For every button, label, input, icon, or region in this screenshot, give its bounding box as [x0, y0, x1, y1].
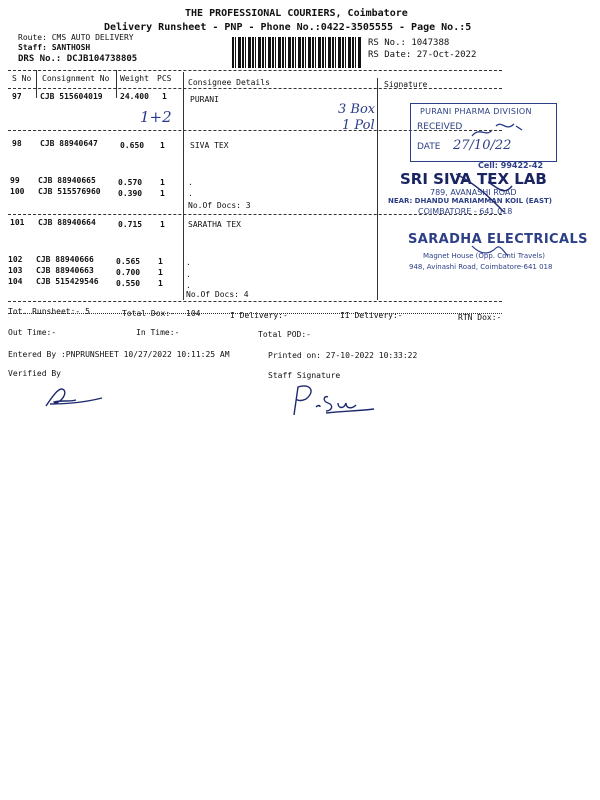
- row-weight: 0.565: [116, 257, 141, 266]
- row-consignment: CJB 515604019: [40, 92, 103, 101]
- row-consignee: .: [186, 281, 191, 290]
- row-consignee: SARATHA TEX: [188, 220, 241, 229]
- printed-on: Printed on: 27-10-2022 10:33:22: [268, 351, 418, 360]
- rs-number: RS No.: 1047388: [368, 38, 450, 48]
- row-consignee: .: [188, 189, 193, 198]
- header-bottom-rule: [8, 88, 502, 89]
- barcode-image: [232, 37, 362, 68]
- row-pcs: 1: [160, 220, 165, 229]
- route-label: Route: CMS AUTO DELIVERY: [18, 33, 134, 42]
- row-consignee: PURANI: [190, 95, 219, 104]
- col-header-sno: S No: [12, 74, 32, 83]
- company-name: THE PROFESSIONAL COURIERS, Coimbatore: [185, 8, 408, 19]
- entered-by: Entered By :PNPRUNSHEET 10/27/2022 10:11:25 AM: [8, 350, 230, 359]
- row-weight: 0.715: [118, 220, 143, 229]
- row-consignee: .: [186, 270, 191, 279]
- row-sno: 101: [10, 218, 25, 227]
- purani-stamp-date-value: 27/10/22: [453, 138, 512, 153]
- col-header-pcs: PCS: [157, 74, 172, 83]
- handwritten-pol-note: 1 Pol: [342, 118, 375, 133]
- row-pcs: 1: [158, 279, 163, 288]
- sivatex-stamp-line3: COIMBATORE - 641 018: [418, 207, 513, 216]
- row-pcs: 1: [158, 257, 163, 266]
- purani-stamp-title: PURANI PHARMA DIVISION: [420, 107, 532, 116]
- saradha-stamp-line2: 948, Avinashi Road, Coimbatore-641 018: [409, 263, 553, 271]
- rs-date: RS Date: 27-Oct-2022: [368, 50, 477, 60]
- i-delivery: I Delivery:-: [230, 311, 288, 320]
- col-divider: [36, 70, 37, 98]
- tot-runsheet: Tot. Runsheet:- 5: [8, 307, 90, 316]
- col-header-consignment: Consignment No: [42, 74, 110, 83]
- row-consignment: CJB 88940666: [36, 255, 94, 264]
- total-dox-label: Total Dox:-: [122, 309, 175, 318]
- row-weight: 0.700: [116, 268, 141, 277]
- row-consignment: CJB 515576960: [38, 187, 101, 196]
- receiver-signature-scribbles: [376, 96, 596, 286]
- row-consignment: CJB 88940665: [38, 176, 96, 185]
- saradha-stamp-line1: Magnet House (Opp. Conti Travels): [423, 252, 545, 260]
- row-consignment: CJB 88940663: [36, 266, 94, 275]
- staff-signature-label: Staff Signature: [268, 371, 341, 380]
- row-weight: 0.550: [116, 279, 141, 288]
- docs-count: No.Of Docs: 3: [188, 201, 251, 210]
- row-consignee: .: [188, 178, 193, 187]
- sivatex-stamp-line1: 789, AVANASHI ROAD: [430, 188, 517, 197]
- row-pcs: 1: [158, 268, 163, 277]
- docs-count: No.Of Docs: 4: [186, 290, 249, 299]
- row-pcs: 1: [160, 189, 165, 198]
- staff-label: Staff: SANTHOSH: [18, 43, 91, 52]
- purani-stamp-date-label: DATE: [417, 142, 441, 152]
- rtn-dox: RTN Dox:-: [458, 313, 502, 322]
- col-header-consignee: Consignee Details: [188, 78, 270, 87]
- row-pcs: 1: [162, 92, 167, 101]
- handwritten-pieces-note: 1+2: [140, 108, 172, 126]
- sivatex-stamp-name: SRI SIVA TEX LAB: [400, 170, 547, 188]
- in-time: In Time:-: [136, 328, 180, 337]
- row-weight: 0.650: [120, 141, 145, 150]
- col-divider: [183, 72, 184, 300]
- saradha-stamp-name: SARADHA ELECTRICALS: [408, 232, 588, 247]
- row-weight: 0.390: [118, 189, 143, 198]
- handwritten-box-note: 3 Box: [338, 102, 376, 117]
- out-time: Out Time:-: [8, 328, 57, 337]
- purani-stamp-received: RECEIVED: [417, 122, 463, 132]
- row-consignee: SIVA TEX: [190, 141, 229, 150]
- row-weight: 0.570: [118, 178, 143, 187]
- row-sno: 97: [12, 92, 22, 101]
- table-bottom-rule: [8, 301, 502, 302]
- row-consignment: CJB 88940647: [40, 139, 98, 148]
- ii-delivery: II Delivery:-: [340, 311, 403, 320]
- row-pcs: 1: [160, 178, 165, 187]
- verified-by-label: Verified By: [8, 369, 61, 378]
- col-header-weight: Weight: [120, 74, 149, 83]
- sivatex-stamp-cell: Cell: 99422-42: [478, 161, 544, 170]
- row-sno: 104: [8, 277, 23, 286]
- row-sno: 99: [10, 176, 20, 185]
- verifier-signature: [40, 384, 110, 414]
- row-weight: 24.400: [120, 92, 149, 101]
- col-header-signature: Signature: [384, 80, 428, 89]
- staff-signature: [286, 381, 380, 421]
- row-consignment: CJB 88940664: [38, 218, 96, 227]
- row-consignee: .: [186, 258, 191, 267]
- drs-number: DRS No.: DCJB104738805: [18, 54, 138, 64]
- table-top-rule: [8, 70, 502, 71]
- sivatex-stamp-line2: NEAR: DHANDU MARIAMMAN KOIL (EAST): [388, 197, 552, 205]
- total-pod: Total POD:-: [258, 330, 311, 339]
- runsheet-subtitle: Delivery Runsheet - PNP - Phone No.:0422-3505555 - Page No.:5: [104, 22, 472, 33]
- row-pcs: 1: [160, 141, 165, 150]
- row-sno: 102: [8, 255, 23, 264]
- col-divider: [116, 70, 117, 98]
- row-sno: 98: [12, 139, 22, 148]
- row-sno: 103: [8, 266, 23, 275]
- row-sno: 100: [10, 187, 25, 196]
- total-dox-value: 104: [186, 309, 201, 318]
- row-consignment: CJB 515429546: [36, 277, 99, 286]
